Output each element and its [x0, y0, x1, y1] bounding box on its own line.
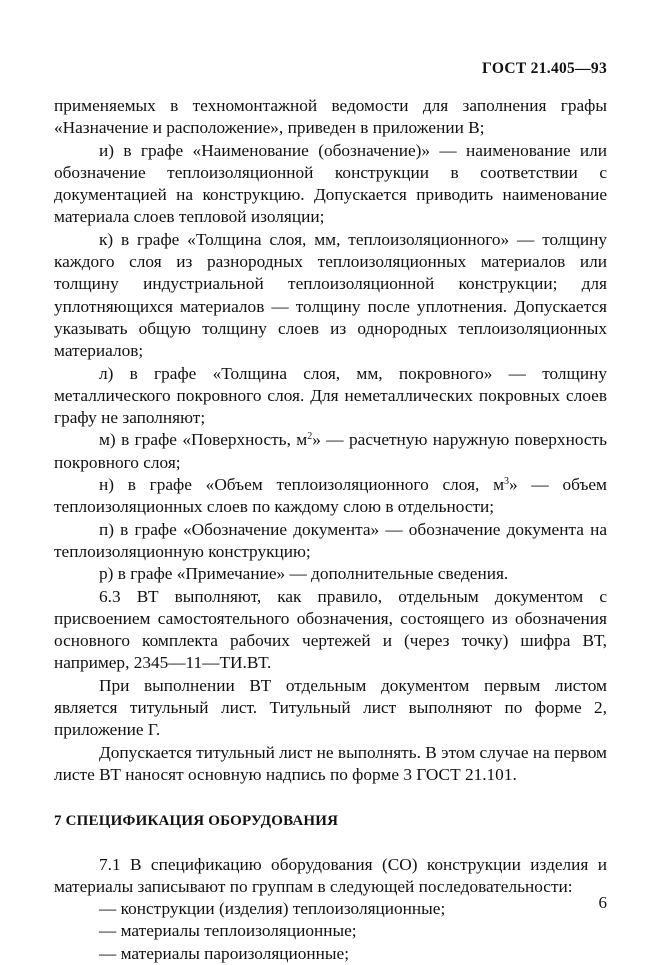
paragraph-7-1: 7.1 В спецификацию оборудования (СО) конструкции изделия и материалы записывают по группам в следующей последовательности:: [54, 854, 607, 896]
paragraph-item-n: [54, 474, 607, 519]
paragraph-continued: применяемых в техномонтажной ведомости для заполнения графы «Назначение и расположение», приведен в приложении В;: [54, 96, 607, 138]
paragraph-item-m: [54, 429, 607, 474]
document-code-header: ГОСТ 21.405—93: [482, 60, 607, 77]
paragraph-6-3: 6.3 ВТ выполняют, как правило, отдельным документом с присвоением самостоятельного обозначения, состоящего из обозначения основного комплекта рабочих чертежей и (через точку) шифра ВТ, например, 2345—11—ТИ.ВТ.: [54, 586, 607, 673]
page-number: 6: [598, 893, 607, 912]
superscript-3: 3: [504, 476, 510, 488]
paragraph-item-p: п) в графе «Обозначение документа» — обозначение документа на теплоизоляционную конструкцию;: [54, 519, 607, 561]
paragraph-item-m-post: » — расчетную наружную поверхность покровного слоя;: [54, 430, 607, 472]
paragraph-item-l: л) в графе «Толщина слоя, мм, покровного» — толщину металлического покровного слоя. Для неметаллических покровных слоев графу не заполняют;: [54, 363, 607, 428]
paragraph-item-m-pre: м) в графе «Поверхность, м: [99, 430, 308, 450]
paragraph-item-i: и) в графе «Наименование (обозначение)» — наименование или обозначение теплоизоляционной конструкции в соответствии с документацией на конструкцию. Допускается приводить наименование материала слоев тепловой изоляции;: [54, 140, 607, 227]
superscript-2: 2: [307, 431, 313, 443]
document-body: [54, 95, 607, 965]
paragraph-item-k: к) в графе «Толщина слоя, мм, теплоизоляционного» — толщину каждого слоя из разнородных теплоизоляционных материалов или толщину индустриальной теплоизоляционной конструкции; для уплотняющихся материалов — толщину после уплотнения. Допускается указывать общую толщину слоев из однородных теплоизоляционных материалов;: [54, 229, 607, 361]
list-item: — материалы пароизоляционные;: [99, 943, 350, 963]
paragraph-item-r: р) в графе «Примечание» — дополнительные сведения.: [99, 564, 509, 584]
list-item: — материалы теплоизоляционные;: [99, 921, 357, 941]
section-title: 7 СПЕЦИФИКАЦИЯ ОБОРУДОВАНИЯ: [54, 813, 339, 830]
paragraph-title-sheet: При выполнении ВТ отдельным документом первым листом является титульный лист. Титульный лист выполняют по форме 2, приложение Г.: [54, 675, 607, 740]
paragraph-item-n-post: » — объем теплоизоляционных слоев по каждому слою в отдельности;: [54, 475, 607, 517]
list-item: — конструкции (изделия) теплоизоляционные;: [99, 899, 446, 919]
paragraph-title-sheet-optional: Допускается титульный лист не выполнять. В этом случае на первом листе ВТ наносят основную надпись по форме 3 ГОСТ 21.101.: [54, 742, 607, 784]
paragraph-item-n-pre: н) в графе «Объем теплоизоляционного слоя, м: [99, 475, 505, 495]
